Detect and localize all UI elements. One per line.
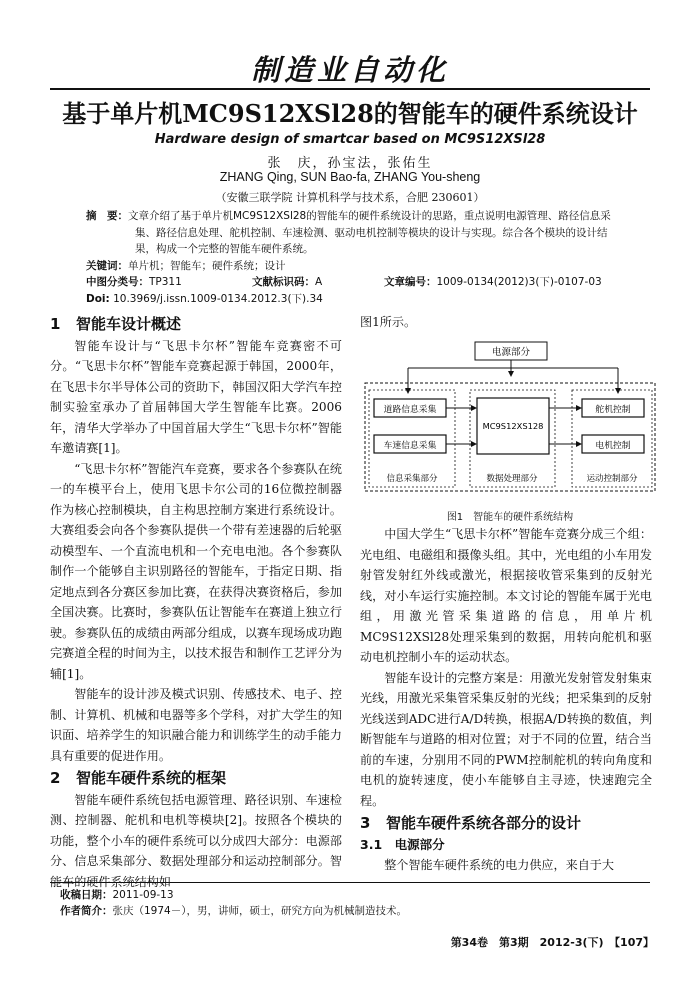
left-column — [50, 312, 342, 892]
paragraph: 智能车的设计涉及模式识别、传感技术、电子、控制、计算机、机械和电器等多个学科，对扩大学生的知识面、培养学生的知识融合能力和训练学生的动手能力具有重要的促进作用。 — [50, 687, 342, 763]
motor-label: 电机控制 — [595, 441, 631, 451]
road-info-label: 道路信息采集 — [383, 405, 437, 415]
authors-chinese: 张 庆，孙宝法，张佑生 — [267, 156, 433, 171]
page-footer: 第34卷 第3期 2012-3(下) 【107】 — [450, 936, 654, 949]
right-column-bottom — [360, 524, 652, 876]
received-date: 收稿日期：2011-09-13 — [60, 889, 174, 901]
journal-name: 制造业自动化 — [250, 53, 449, 87]
doi-label: Doi: — [86, 293, 110, 305]
doccode-line — [252, 274, 322, 289]
figure-1-caption: 图1 智能车的硬件系统结构 — [446, 512, 574, 523]
doccode-label: 文献标识码： — [252, 276, 315, 288]
paragraph: 智能车设计与“飞思卡尔杯”智能车竞赛密不可分。“飞思卡尔杯”智能车竞赛起源于韩国，2000年，在飞思卡尔半导体公司的资助下，韩国汉阳大学汽车控制实验室承办了首届韩国大学生智能车比赛。2006年，清华大学举办了中国首届大学生“飞思卡尔杯”智能车邀请赛[1]。 — [50, 338, 342, 455]
doccode: A — [315, 276, 323, 288]
keywords: 单片机；智能车；硬件系统；设计 — [128, 259, 286, 272]
collect-group-label: 信息采集部分 — [386, 474, 438, 484]
section-2-heading: 2 智能车硬件系统的框架 — [50, 769, 227, 787]
speed-info-label: 车速信息采集 — [383, 441, 437, 451]
section-1-heading: 1 智能车设计概述 — [50, 315, 182, 333]
right-column-top — [360, 312, 652, 333]
doi: 10.3969/j.issn.1009-0134.2012.3(下).34 — [113, 293, 323, 305]
mcu-label: MC9S12XS128 — [482, 421, 544, 431]
article-number-line — [384, 274, 602, 289]
paragraph: “飞思卡尔杯”智能汽车竞赛，要求各个参赛队在统一的车模平台上，使用飞思卡尔公司的16位微控制器作为核心控制模块，自主构思控制方案进行系统设计。大赛组委会向各个参赛队提供一个带有差速器的后轮驱动模型车、一个直流电机和一个充电电池。各个参赛队制作一个能够自主识别路径的智能车，于指定日期、指定地点到各分赛区参加比赛，在获得决赛资格后，参加全国决赛。比赛时，参赛队伍让智能车在赛道上独立行驶。参赛队伍的成绩由两部分组成，以赛车现场成功跑完赛道全程的时间为主，以技术报告和制作工艺评分为辅[1]。 — [50, 461, 342, 681]
abstract-label: 摘 要： — [86, 210, 128, 222]
process-group-label: 数据处理部分 — [486, 474, 538, 484]
keywords-label: 关键词： — [86, 259, 128, 272]
doi-line — [86, 291, 323, 306]
subsection-3-1-heading: 3.1 电源部分 — [360, 836, 445, 852]
abstract — [86, 208, 626, 274]
clc-code: TP311 — [149, 276, 182, 288]
clc-line — [86, 274, 182, 289]
header-rule — [50, 88, 650, 90]
abstract-text: 文章介绍了基于单片机MC9S12XSl28的智能车的硬件系统设计的思路，重点说明电源管理、路径信息采集、路径信息处理、舵机控制、车速检测、驱动电机控制等模块的设计与实现。综合各个模块的设计结果，构成一个完整的智能车硬件系统。 — [128, 210, 611, 255]
clc-label: 中图分类号： — [86, 276, 149, 288]
paragraph: 图1所示。 — [360, 315, 417, 329]
motion-group-label: 运动控制部分 — [586, 474, 638, 484]
author-bio: 作者简介：张庆（1974－），男，讲师，硕士，研究方向为机械制造技术。 — [60, 905, 407, 917]
affiliation: （安徽三联学院 计算机科学与技术系，合肥 230601） — [215, 191, 485, 204]
paper-title: 基于单片机MC9S12XSl28的智能车的硬件系统设计 — [62, 99, 638, 128]
section-3-heading: 3 智能车硬件系统各部分的设计 — [360, 814, 582, 832]
article-number-label: 文章编号： — [384, 276, 437, 288]
paragraph: 智能车硬件系统包括电源管理、路径识别、车速检测、控制器、舵机和电机等模块[2]。按照各个模块的功能，整个小车的硬件系统可以分成四大部分：电源部分、信息采集部分、数据处理部分和运动控制部分。智能车的硬件系统结构如 — [50, 792, 342, 889]
figure-1 — [360, 338, 660, 510]
power-label: 电源部分 — [491, 347, 531, 358]
servo-label: 舵机控制 — [595, 405, 631, 415]
footnote-rule — [50, 882, 650, 883]
paragraph: 整个智能车硬件系统的电力供应，来自于大 — [384, 858, 614, 872]
paper-title-english: Hardware design of smartcar based on MC9S12XSl28 — [154, 132, 546, 147]
paragraph: 中国大学生“飞思卡尔杯”智能车竞赛分成三个组：光电组、电磁组和摄像头组。其中，光电组的小车用发射管发射红外线或激光，根据接收管采集到的反射光线，对小车运行实施控制。本文讨论的智能车属于光电组，用激光管采集道路的信息，用单片机MC9S12XSl28处理采集到的数据，用转向舵机和驱动电机控制小车的运动状态。 — [360, 527, 652, 664]
authors-english: ZHANG Qing, SUN Bao-fa, ZHANG You-sheng — [219, 170, 481, 184]
hardware-structure-diagram — [360, 338, 660, 506]
article-number: 1009-0134(2012)3(下)-0107-03 — [436, 276, 602, 288]
paragraph: 智能车设计的完整方案是：用激光发射管发射集束光线，用激光采集管采集反射的光线；把采集到的反射光线送到ADC进行A/D转换，根据A/D转换的数值，判断智能车与道路的相对位置；对于不同的位置，结合当前的车速，分别用不同的PWM控制舵机的转向角度和电机的旋转速度，使小车能够自主寻迹，快速跑完全程。 — [360, 670, 652, 808]
